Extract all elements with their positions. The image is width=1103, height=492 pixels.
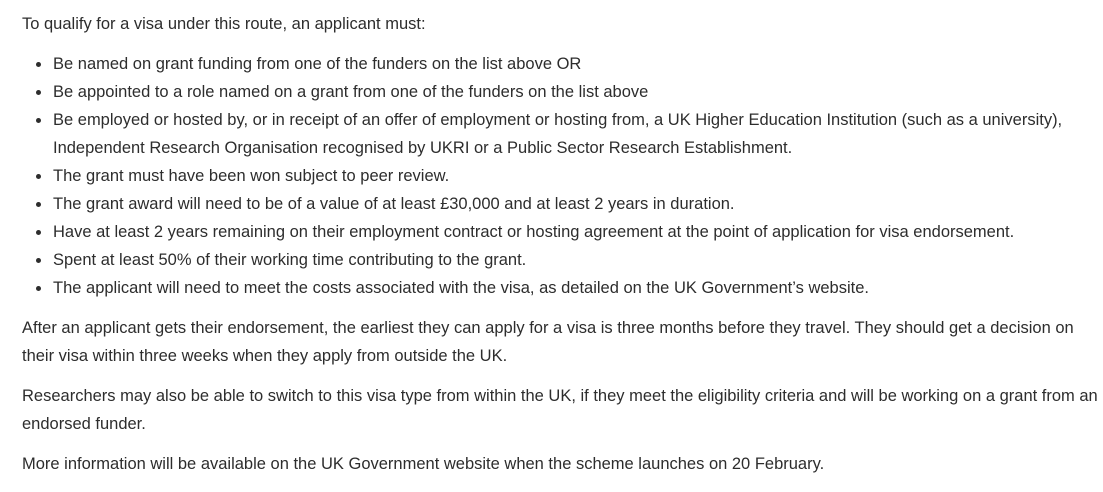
list-item: The grant must have been won subject to peer review. [53, 162, 1100, 190]
list-item: Be named on grant funding from one of the funders on the list above OR [53, 50, 1100, 78]
list-item: The applicant will need to meet the costs associated with the visa, as detailed on the UK Government’s website. [53, 274, 1100, 302]
article-body [22, 10, 1100, 490]
switch-visa-paragraph: Researchers may also be able to switch to this visa type from within the UK, if they meet the eligibility criteria and will be working on a grant from an endorsed funder. [22, 387, 1098, 433]
list-item: Have at least 2 years remaining on their employment contract or hosting agreement at the point of application for visa endorsement. [53, 218, 1100, 246]
list-item: The grant award will need to be of a value of at least £30,000 and at least 2 years in duration. [53, 190, 1100, 218]
eligibility-list [22, 50, 1100, 302]
list-item: Be employed or hosted by, or in receipt of an offer of employment or hosting from, a UK Higher Education Institution (such as a university), Independent Research Organisation recognised by UKRI or a Public Sector Research Establishment. [53, 106, 1100, 162]
list-item: Be appointed to a role named on a grant from one of the funders on the list above [53, 78, 1100, 106]
list-item: Spent at least 50% of their working time contributing to the grant. [53, 246, 1100, 274]
endorsement-paragraph: After an applicant gets their endorsement, the earliest they can apply for a visa is three months before they travel. They should get a decision on their visa within three weeks when they apply from outside the UK. [22, 319, 1074, 365]
more-information-paragraph: More information will be available on the UK Government website when the scheme launches on 20 February. [22, 455, 825, 473]
intro-text: To qualify for a visa under this route, an applicant must: [22, 15, 426, 33]
